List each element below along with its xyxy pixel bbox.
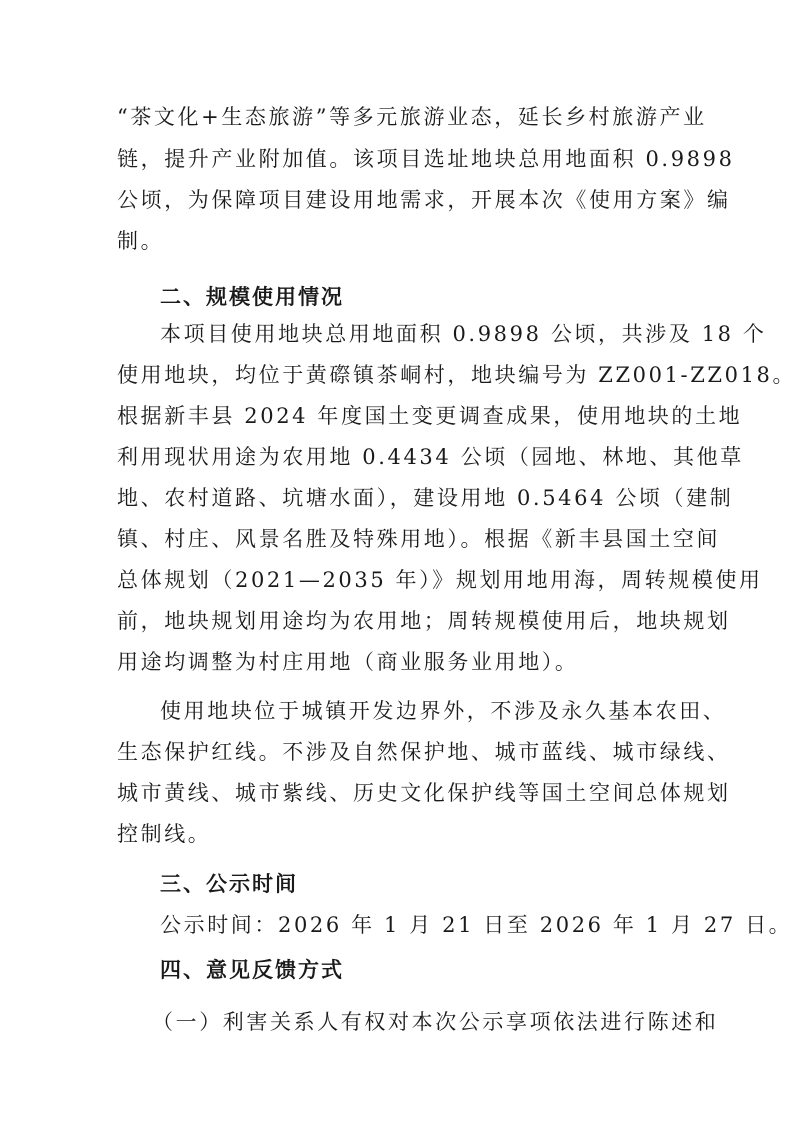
body-text-line: 生态保护红线。不涉及自然保护地、城市蓝线、城市绿线、 [117, 740, 731, 764]
body-text-line: （一）利害关系人有权对本次公示享项依法进行陈述和 [152, 1010, 719, 1034]
section-heading: 三、公示时间 [160, 872, 298, 896]
body-text-line: 制。 [117, 229, 165, 253]
body-text-line: 控制线。 [117, 822, 212, 846]
body-text-line: 总体规划（2021—2035 年）》规划用地用海，周转规模使用 [117, 568, 763, 592]
section-heading: 二、规模使用情况 [160, 285, 344, 309]
body-text-line: 用途均调整为村庄用地（商业服务业用地）。 [117, 650, 579, 674]
body-text-line: “茶文化+生态旅游”等多元旅游业态，延长乡村旅游产业 [117, 105, 707, 129]
body-text-line: 前，地块规划用途均为农用地；周转规模使用后，地块规划 [117, 609, 731, 633]
body-text-line: 链，提升产业附加值。该项目选址地块总用地面积 0.9898 [117, 147, 735, 171]
body-text-line: 城市黄线、城市紫线、历史文化保护线等国土空间总体规划 [117, 781, 731, 805]
body-text-line: 利用现状用途为农用地 0.4434 公顷（园地、林地、其他草 [117, 445, 744, 469]
body-text-line: 本项目使用地块总用地面积 0.9898 公顷，共涉及 18 个 [160, 322, 767, 346]
body-text-line: 镇、村庄、风景名胜及特殊用地）。根据《新丰县国土空间 [117, 527, 721, 551]
body-text-line: 使用地块位于城镇开发边界外，不涉及永久基本农田、 [160, 699, 727, 723]
body-text-line: 公示时间：2026 年 1 月 21 日至 2026 年 1 月 27 日。 [160, 913, 793, 937]
body-text-line: 公顷，为保障项目建设用地需求，开展本次《使用方案》编 [117, 188, 731, 212]
section-heading: 四、意见反馈方式 [160, 958, 344, 982]
body-text-line: 使用地块，均位于黄磜镇茶峒村，地块编号为 ZZ001-ZZ018。 [117, 363, 797, 387]
body-text-line: 根据新丰县 2024 年度国土变更调查成果，使用地块的土地 [117, 404, 743, 428]
body-text-line: 地、农村道路、坑塘水面），建设用地 0.5464 公顷（建制 [117, 486, 734, 510]
